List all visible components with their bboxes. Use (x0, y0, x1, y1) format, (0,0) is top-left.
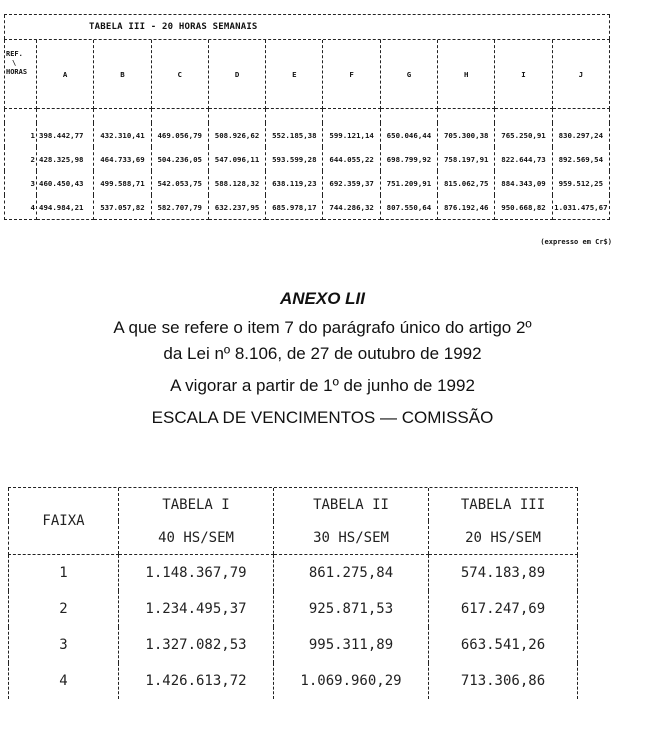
table-cell: 758.197,91 (438, 147, 495, 171)
table-cell: 925.871,53 (274, 591, 429, 627)
tabela-iii-20-horas (4, 14, 612, 246)
currency-note: (expresso em Cr$) (540, 238, 612, 246)
ref-header (5, 40, 37, 109)
column-header-sub: 20 HS/SEM (429, 521, 578, 555)
row-ref: 3 (5, 171, 37, 195)
table-cell: 599.121,14 (323, 123, 380, 147)
table-cell: 469.056,79 (151, 123, 208, 147)
table-cell: 588.128,32 (208, 171, 265, 195)
ref-header-slash: \ (12, 59, 17, 67)
table-cell: 892.569,54 (552, 147, 609, 171)
table-cell: 593.599,28 (266, 147, 323, 171)
table-cell: 432.310,41 (94, 123, 151, 147)
row-ref: 4 (5, 195, 37, 220)
table-cell: 698.799,92 (380, 147, 437, 171)
table-cell: 574.183,89 (429, 555, 578, 592)
column-header-sub: 40 HS/SEM (119, 521, 274, 555)
faixa-header: FAIXA (9, 488, 119, 555)
table-cell: 830.297,24 (552, 123, 609, 147)
faixa-cell: 4 (9, 663, 119, 699)
faixa-cell: 1 (9, 555, 119, 592)
faixa-cell: 3 (9, 627, 119, 663)
table-cell: 638.119,23 (266, 171, 323, 195)
scale-title: ESCALA DE VENCIMENTOS — COMISSÃO (151, 408, 494, 427)
ref-header-horas: HORAS (6, 68, 28, 76)
table-cell: 552.185,38 (266, 123, 323, 147)
escala-vencimentos-table (8, 487, 578, 699)
table-cell: 582.707,79 (151, 195, 208, 220)
table-cell: 464.733,69 (94, 147, 151, 171)
ref-header-ref: REF. (6, 50, 23, 58)
table-cell: 1.426.613,72 (119, 663, 274, 699)
table-cell: 822.644,73 (495, 147, 552, 171)
table-cell: 995.311,89 (274, 627, 429, 663)
table-cell: 744.286,32 (323, 195, 380, 220)
table-cell: 632.237,95 (208, 195, 265, 220)
table-title-row (4, 15, 610, 39)
annex-reference-line-1: A que se refere o item 7 do parágrafo único do artigo 2º (113, 318, 532, 337)
table-cell: 547.096,11 (208, 147, 265, 171)
table-cell: 537.057,82 (94, 195, 151, 220)
table-cell: 765.250,91 (495, 123, 552, 147)
table-cell: 713.306,86 (429, 663, 578, 699)
table-row (5, 147, 610, 171)
table-row (5, 171, 610, 195)
table-row (9, 591, 578, 627)
table-row (9, 663, 578, 699)
table-cell: 1.069.960,29 (274, 663, 429, 699)
table-cell: 460.450,43 (37, 171, 94, 195)
column-header: D (208, 40, 265, 109)
annex-title: ANEXO LII (279, 289, 365, 308)
tabela-iii-grid (4, 40, 610, 220)
table-cell: 861.275,84 (274, 555, 429, 592)
table-cell: 705.300,38 (438, 123, 495, 147)
column-header: E (266, 40, 323, 109)
table-cell: 692.359,37 (323, 171, 380, 195)
table-header-row (5, 40, 610, 109)
table-cell: 1.234.495,37 (119, 591, 274, 627)
table-cell: 876.192,46 (438, 195, 495, 220)
table-cell: 685.978,17 (266, 195, 323, 220)
table-cell: 644.055,22 (323, 147, 380, 171)
table-cell: 650.046,44 (380, 123, 437, 147)
table-row (5, 195, 610, 220)
table-cell: 1.327.082,53 (119, 627, 274, 663)
column-header-title: TABELA II (274, 488, 429, 521)
row-ref: 1 (5, 123, 37, 147)
table-cell: 398.442,77 (37, 123, 94, 147)
escala-grid (8, 488, 578, 699)
table-cell: 617.247,69 (429, 591, 578, 627)
column-header: F (323, 40, 380, 109)
table-cell: 428.325,98 (37, 147, 94, 171)
column-header: J (552, 40, 609, 109)
column-header: A (37, 40, 94, 109)
table-cell: 499.588,71 (94, 171, 151, 195)
table-row (9, 555, 578, 592)
table-cell: 494.984,21 (37, 195, 94, 220)
table-cell: 950.668,82 (495, 195, 552, 220)
table-cell: 504.236,05 (151, 147, 208, 171)
faixa-cell: 2 (9, 591, 119, 627)
table-cell: 807.550,64 (380, 195, 437, 220)
table-cell: 959.512,25 (552, 171, 609, 195)
table-cell: 751.209,91 (380, 171, 437, 195)
table-cell: 542.053,75 (151, 171, 208, 195)
table-cell: 1.148.367,79 (119, 555, 274, 592)
column-header: I (495, 40, 552, 109)
table-cell: 815.062,75 (438, 171, 495, 195)
column-header-title: TABELA I (119, 488, 274, 521)
table-cell: 884.343,09 (495, 171, 552, 195)
column-header: G (380, 40, 437, 109)
table-row (5, 123, 610, 147)
table-title: TABELA III - 20 HORAS SEMANAIS (89, 22, 258, 32)
annex-reference-line-2: da Lei nº 8.106, de 27 de outubro de 1992 (163, 344, 482, 363)
column-header-title: TABELA III (429, 488, 578, 521)
escala-header-row (9, 488, 578, 521)
table-cell: 1.031.475,67 (552, 195, 609, 220)
table-cell: 663.541,26 (429, 627, 578, 663)
table-cell: 508.926,62 (208, 123, 265, 147)
row-ref: 2 (5, 147, 37, 171)
column-header-sub: 30 HS/SEM (274, 521, 429, 555)
effective-date-line: A vigorar a partir de 1º de junho de 1992 (170, 376, 475, 395)
column-header: C (151, 40, 208, 109)
table-spacer-row (5, 109, 610, 124)
column-header: H (438, 40, 495, 109)
column-header: B (94, 40, 151, 109)
table-row (9, 627, 578, 663)
